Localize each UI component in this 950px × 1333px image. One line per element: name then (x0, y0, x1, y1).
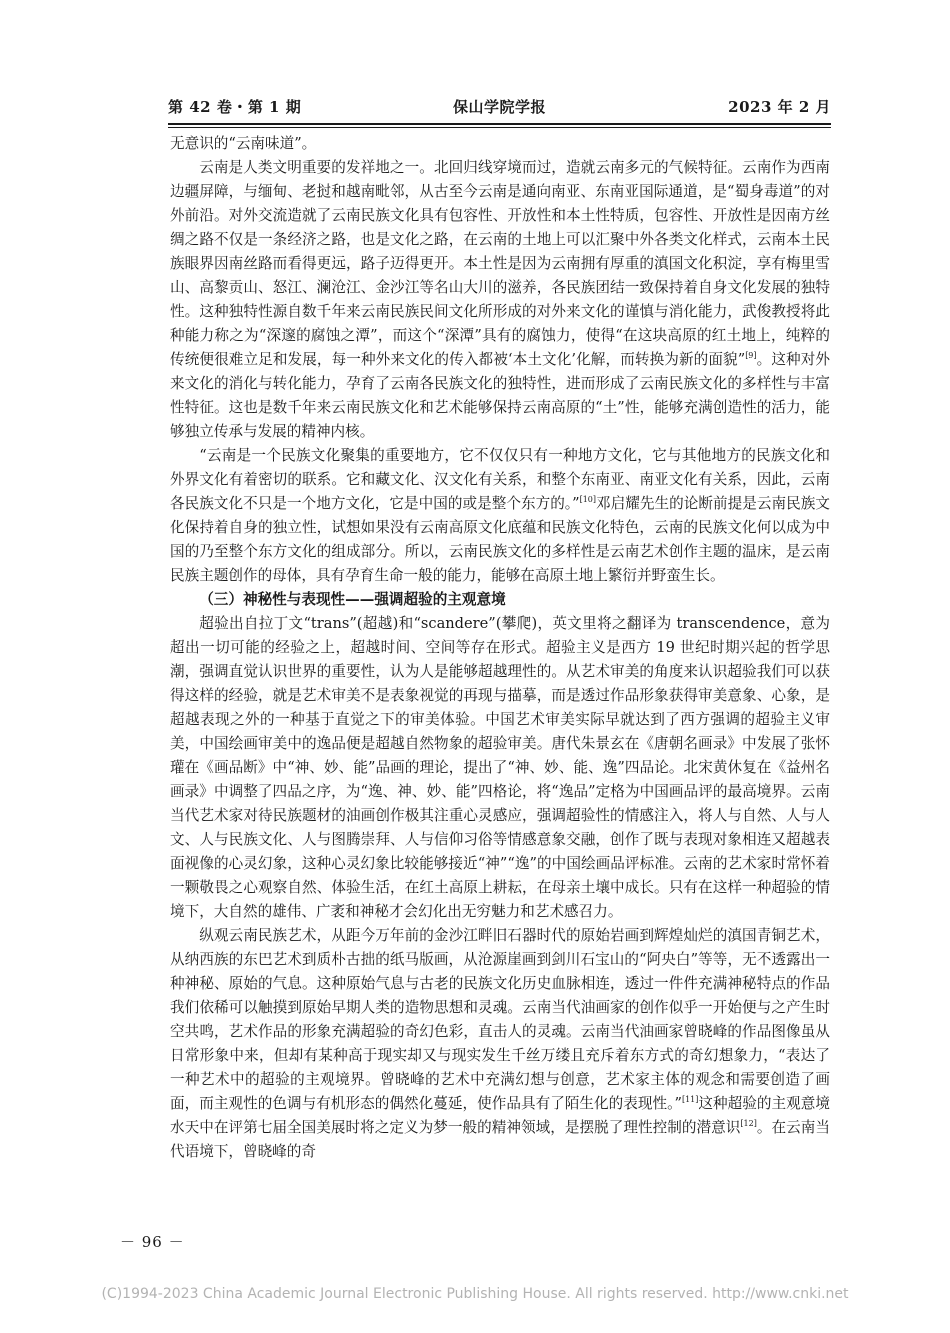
paragraph-text: 。在云南当代语境下，曾晓峰的奇 (170, 1119, 830, 1160)
paragraph-3 (170, 612, 830, 924)
citation-ref: [9] (745, 351, 757, 360)
paragraph-text: 超验出自拉丁文“trans”(超越)和“scandere”(攀爬)，英文里将之翻译为 transcendence，意为超出一切可能的经验之上，超越时间、空间等存在形式。超验主义是西方 19 世纪时期兴起的哲学思潮，强调直觉认识世界的重要性，认为人是能够超越理性的。从艺术审美的角度来认识超验我们可以获得这样的经验，就是艺术审美不是表象视觉的再现与描摹，而是透过作品形象获得审美意象、心象，是超越表现之外的一种基于直觉之下的审美体验。中国艺术审美实际早就达到了西方强调的超验主义审美，中国绘画审美中的逸品便是超越自然物象的超验审美。唐代朱景玄在《唐朝名画录》中发展了张怀瓘在《画品断》中“神、妙、能”品画的理论，提出了“神、妙、能、逸”四品论。北宋黄休复在《益州名画录》中调整了四品之序，为“逸、神、妙、能”四格论，将“逸品”定格为中国画品评的最高境界。云南当代艺术家对待民族题材的油画创作极其注重心灵感应，强调超验性的情感注入，将人与自然、人与人文、人与民族文化、人与图腾崇拜、人与信仰习俗等情感意象交融，创作了既与表现对象相连又超越表面视像的心灵幻象，这种心灵幻象比较能够接近“神”“逸”的中国绘画品评标准。云南的艺术家时常怀着一颗敬畏之心观察自然、体验生活，在红土高原上耕耘，在母亲土壤中成长。只有在这样一种超验的情境下，大自然的雄伟、广袤和神秘才会幻化出无穷魅力和艺术感召力。 (170, 615, 830, 920)
publication-date: 2023 年 2 月 (728, 98, 831, 116)
journal-volume-issue: 第 42 卷・第 1 期 (168, 98, 302, 116)
header-rule-thick (168, 123, 831, 125)
paragraph-text: 纵观云南民族艺术，从距今万年前的金沙江畔旧石器时代的原始岩画到辉煌灿烂的滇国青铜艺术，从纳西族的东巴艺术到质朴古拙的纸马版画，从沧源崖画到剑川石宝山的“阿央白”等等，无不透露出一种神秘、原始的气息。这种原始气息与古老的民族文化历史血脉相连，透过一件件充满神秘特点的作品我们依稀可以触摸到原始早期人类的造物思想和灵魂。云南当代油画家的创作似乎一开始便与之产生时空共鸣，艺术作品的形象充满超验的奇幻色彩，直击人的灵魂。云南当代油画家曾晓峰的作品图像虽从日常形象中来，但却有某种高于现实却又与现实发生千丝万缕且充斥着东方式的奇幻想象力，“表达了一种艺术中的超验的主观境界。曾晓峰的艺术中充满幻想与创意，艺术家主体的观念和需要创造了画面，而主观性的色调与有机形态的偶然化蔓延，使作品具有了陌生化的表现性。” (170, 927, 830, 1112)
paragraph-0 (170, 132, 830, 156)
paragraph-text: 这种超验的主观意境水天中在评第七届全国美展时将之定义为梦一般的精神领域，是摆脱了理性控制的潜意识 (170, 1095, 830, 1136)
citation-ref: [12] (740, 1119, 757, 1128)
paragraph-4 (170, 924, 830, 1164)
citation-ref: [10] (579, 495, 597, 504)
running-header (168, 92, 831, 120)
page-number: － 96 － (120, 1233, 185, 1251)
paragraph-text: 。这种对外来文化的消化与转化能力，孕育了云南各民族文化的独特性，进而形成了云南民族文化的多样性与丰富性特征。这也是数千年来云南民族文化和艺术能够保持云南高原的“土”性，能够充满创造性的活力，能够独立传承与发展的精神内核。 (170, 351, 830, 440)
copyright-notice: (C)1994-2023 China Academic Journal Electronic Publishing House. All rights reserved. http://www.cnki.net (101, 1286, 849, 1302)
paragraph-text: 云南是人类文明重要的发祥地之一。北回归线穿境而过，造就云南多元的气候特征。云南作为西南边疆屏障，与缅甸、老挝和越南毗邻，从古至今云南是通向南亚、东南亚国际通道，是“蜀身毒道”的对外前沿。对外交流造就了云南民族文化具有包容性、开放性和本土性特质，包容性、开放性是因南方丝绸之路不仅是一条经济之路，也是文化之路，在云南的土地上可以汇聚中外各类文化样式，云南本土民族眼界因南丝路而看得更远，路子迈得更开。本土性是因为云南拥有厚重的滇国文化积淀，享有梅里雪山、高黎贡山、怒江、澜沧江、金沙江等名山大川的滋养，各民族团结一致保持着自身文化发展的独特性。这种独特性源自数千年来云南民族民间文化所形成的对外来文化的谨慎与消化能力，武俊教授将此种能力称之为“深邃的腐蚀之潭”，而这个“深潭”具有的腐蚀力，使得“在这块高原的红土地上，纯粹的传统便很难立足和发展，每一种外来文化的传入都被‘本土文化’化解，而转换为新的面貌” (170, 159, 830, 368)
paragraph-2 (170, 444, 830, 588)
journal-title: 保山学院学报 (452, 98, 546, 116)
article-body (170, 132, 830, 1164)
paragraph-text: 无意识的“云南味道”。 (170, 135, 317, 152)
section-heading: （三）神秘性与表现性——强调超验的主观意境 (199, 591, 506, 608)
paragraph-text: “云南是一个民族文化聚集的重要地方，它不仅仅只有一种地方文化，它与其他地方的民族文化和外界文化有着密切的联系。它和藏文化、汉文化有关系，和整个东南亚、南亚文化有关系，因此，云南各民族文化不只是一个地方文化，它是中国的或是整个东方的。” (170, 447, 830, 512)
header-rule-thin (168, 127, 831, 128)
citation-ref: [11] (681, 1095, 699, 1104)
paragraph-1 (170, 156, 830, 444)
paragraph-text: 邓启耀先生的论断前提是云南民族文化保持着自身的独立性，试想如果没有云南高原文化底蕴和民族文化特色，云南的民族文化何以成为中国的乃至整个东方文化的组成部分。所以，云南民族文化的多样性是云南艺术创作主题的温床，是云南民族主题创作的母体，具有孕育生命一般的能力，能够在高原土地上繁衍并野蛮生长。 (170, 495, 830, 584)
